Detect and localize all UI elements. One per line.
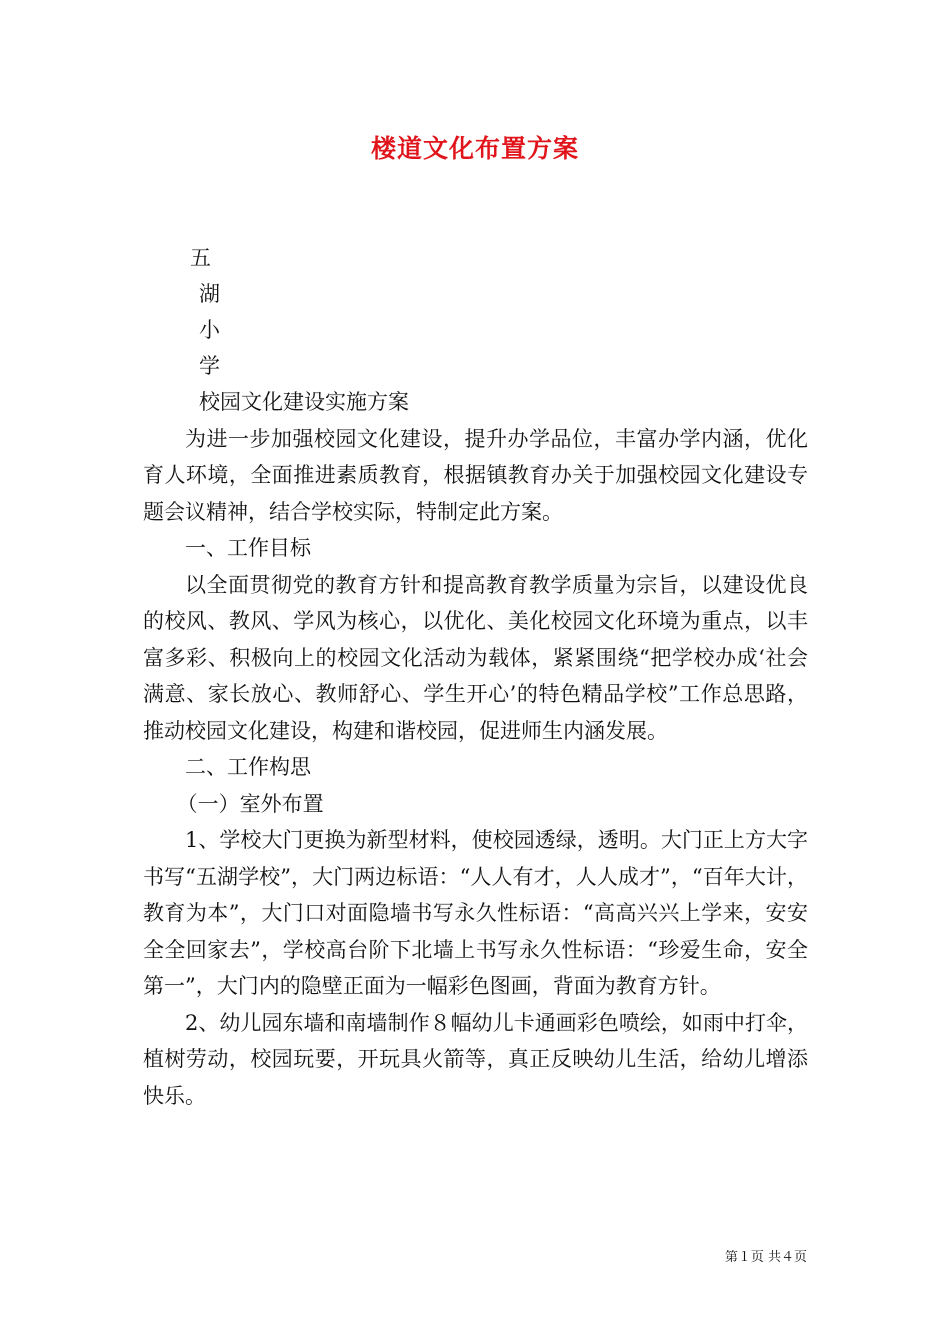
document-title: 楼道文化布置方案 [370,134,579,163]
subsection-heading-outdoor: （一）室外布置 [176,791,324,816]
section-heading-plan: 二、工作构思 [185,755,311,779]
section-heading-goals: 一、工作目标 [185,536,311,560]
paragraph-subtitle: 校园文化建设实施方案 [199,390,409,414]
vertical-char-4: 学 [199,354,220,378]
vertical-char-2: 湖 [199,282,220,306]
paragraph-item-1: 1、学校大门更换为新型材料，使校园透绿，透明。大门正上方大字书写“五湖学校”，大门两边标语：“人人有才，人人成才”，“百年大计，教育为本”，大门口对面隐墙书写永久性标语：“高高兴兴上学来，安安全全回家去”，学校高台阶下北墙上书写永久性标语：“珍爱生命，安全第一”，大门内的隐壁正面为一幅彩色图画，背面为教育方针。 [143,828,808,998]
paragraph-item-2: 2、幼儿园东墙和南墙制作８幅幼儿卡通画彩色喷绘，如雨中打伞，植树劳动，校园玩要，开玩具火箭等，真正反映幼儿生活，给幼儿增添快乐。 [143,1010,808,1108]
vertical-char-1: 五 [190,246,211,270]
vertical-char-3: 小 [199,318,220,342]
document-body [143,384,808,1114]
page-number-footer: 第１页 共４页 [724,1250,807,1265]
paragraph-intro: 为进一步加强校园文化建设，提升办学品位，丰富办学内涵，优化育人环境，全面推进素质教育，根据镇教育办关于加强校园文化建设专题会议精神，结合学校实际，特制定此方案。 [143,426,808,524]
paragraph-goals: 以全面贯彻党的教育方针和提高教育教学质量为宗旨，以建设优良的校风、教风、学风为核心，以优化、美化校园文化环境为重点，以丰富多彩、积极向上的校园文化活动为载体，紧紧围绕“把学校办成‘社会满意、家长放心、教师舒心、学生开心’的特色精品学校”工作总思路，推动校园文化建设，构建和谐校园，促进师生内涵发展。 [143,572,808,743]
